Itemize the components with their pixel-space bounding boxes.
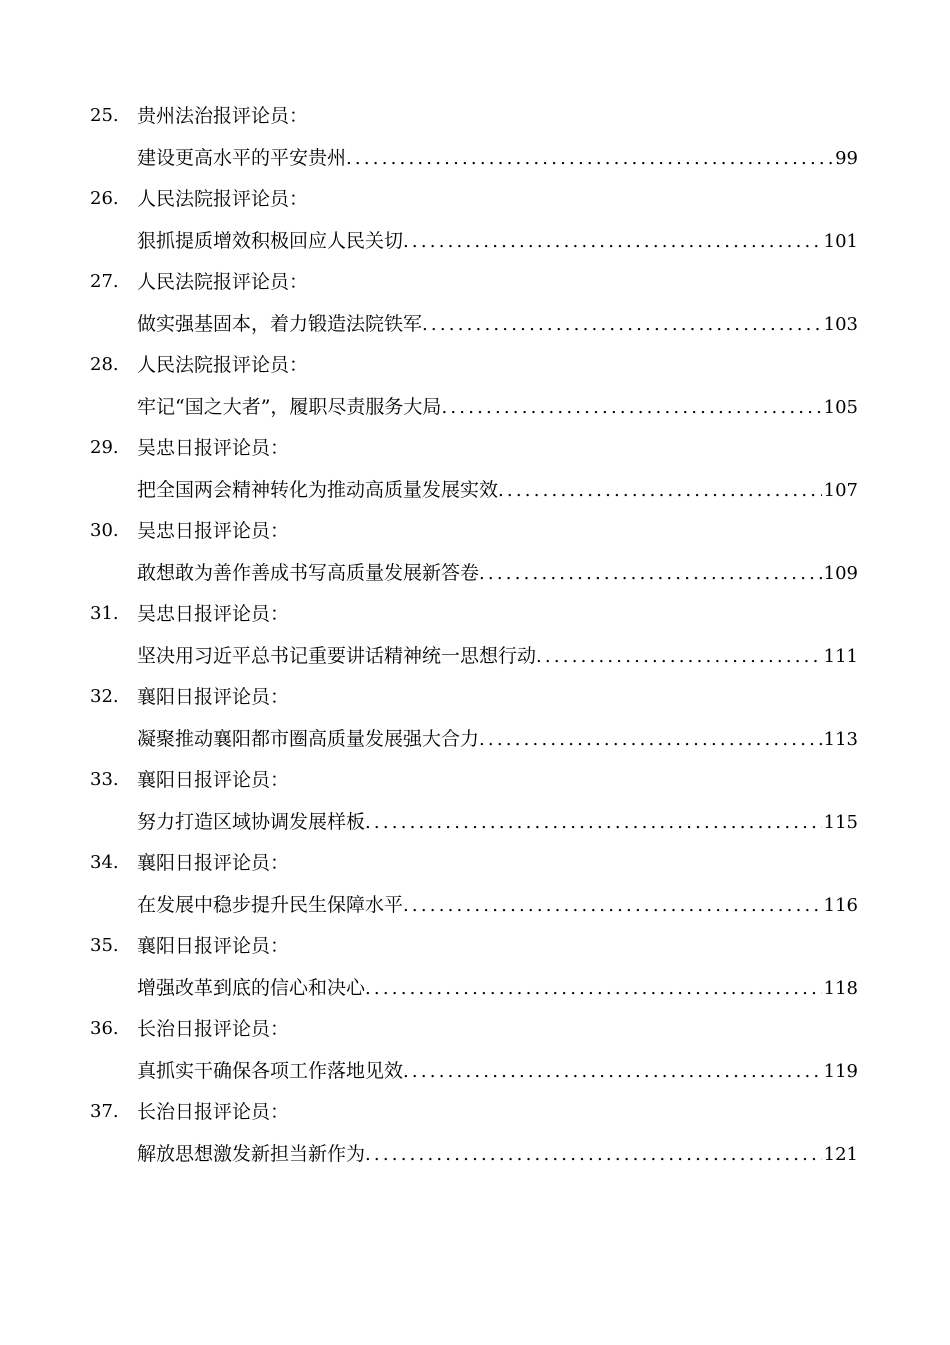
entry-source: 贵州法治报评论员： xyxy=(137,105,309,127)
entry-title: 狠抓提质增效积极回应人民关切 xyxy=(137,230,404,252)
toc-entry xyxy=(0,345,950,428)
entry-page-number: 113 xyxy=(823,729,858,750)
toc-entry xyxy=(0,262,950,345)
toc-entry xyxy=(0,926,950,1009)
entry-title: 增强改革到底的信心和决心 xyxy=(137,977,366,999)
dot-leader xyxy=(365,809,822,837)
entry-source: 襄阳日报评论员： xyxy=(137,769,290,791)
toc-line[interactable] xyxy=(137,144,858,173)
dot-leader xyxy=(365,1141,822,1169)
toc-entry xyxy=(0,511,950,594)
entry-page-number: 103 xyxy=(823,314,858,335)
entry-number: 36. xyxy=(90,1018,119,1039)
toc-entry xyxy=(0,179,950,262)
entry-page-number: 99 xyxy=(835,148,858,169)
entry-page-number: 115 xyxy=(823,812,858,833)
entry-source: 襄阳日报评论员： xyxy=(137,852,290,874)
dot-leader xyxy=(422,311,822,339)
entry-title: 敢想敢为善作善成书写高质量发展新答卷 xyxy=(137,562,480,584)
toc-entry xyxy=(0,1009,950,1092)
entry-source: 襄阳日报评论员： xyxy=(137,686,290,708)
toc-entry xyxy=(0,96,950,179)
entry-number: 31. xyxy=(90,603,119,624)
toc-entry xyxy=(0,594,950,677)
entry-number: 33. xyxy=(90,769,119,790)
entry-number: 29. xyxy=(90,437,119,458)
entry-title: 努力打造区域协调发展样板 xyxy=(137,811,366,833)
toc-line[interactable] xyxy=(137,974,858,1003)
toc-line[interactable] xyxy=(137,1057,858,1086)
dot-leader xyxy=(403,892,822,920)
toc-entry xyxy=(0,843,950,926)
entry-source: 长治日报评论员： xyxy=(137,1101,290,1123)
entry-page-number: 107 xyxy=(823,480,858,501)
toc-line[interactable] xyxy=(137,808,858,837)
entry-number: 25. xyxy=(90,105,119,126)
entry-source: 吴忠日报评论员： xyxy=(137,520,290,542)
entry-title: 解放思想激发新担当新作为 xyxy=(137,1143,366,1165)
entry-title: 建设更高水平的平安贵州 xyxy=(137,147,347,169)
entry-number: 30. xyxy=(90,520,119,541)
entry-title: 凝聚推动襄阳都市圈高质量发展强大合力 xyxy=(137,728,480,750)
dot-leader xyxy=(403,1058,822,1086)
entry-page-number: 105 xyxy=(823,397,858,418)
entry-page-number: 111 xyxy=(823,646,858,667)
toc-entry xyxy=(0,1092,950,1175)
toc-line[interactable] xyxy=(137,1140,858,1169)
entry-source: 襄阳日报评论员： xyxy=(137,935,290,957)
dot-leader xyxy=(479,560,822,588)
entry-title: 把全国两会精神转化为推动高质量发展实效 xyxy=(137,479,499,501)
table-of-contents xyxy=(0,96,950,1175)
toc-line[interactable] xyxy=(137,725,858,754)
entry-page-number: 109 xyxy=(823,563,858,584)
entry-page-number: 116 xyxy=(823,895,858,916)
toc-line[interactable] xyxy=(137,393,858,422)
entry-number: 26. xyxy=(90,188,119,209)
toc-entry xyxy=(0,760,950,843)
entry-title: 牢记“国之大者”，履职尽责服务大局 xyxy=(137,396,442,418)
entry-source: 人民法院报评论员： xyxy=(137,188,309,210)
dot-leader xyxy=(479,726,822,754)
toc-entry xyxy=(0,428,950,511)
entry-source: 吴忠日报评论员： xyxy=(137,437,290,459)
entry-source: 长治日报评论员： xyxy=(137,1018,290,1040)
entry-number: 35. xyxy=(90,935,119,956)
entry-source: 吴忠日报评论员： xyxy=(137,603,290,625)
dot-leader xyxy=(403,228,822,256)
dot-leader xyxy=(536,643,822,671)
toc-line[interactable] xyxy=(137,310,858,339)
toc-entry xyxy=(0,677,950,760)
entry-source: 人民法院报评论员： xyxy=(137,271,309,293)
entry-page-number: 121 xyxy=(823,1144,858,1165)
toc-line[interactable] xyxy=(137,891,858,920)
entry-title: 坚决用习近平总书记重要讲话精神统一思想行动 xyxy=(137,645,537,667)
entry-title: 真抓实干确保各项工作落地见效 xyxy=(137,1060,404,1082)
entry-number: 34. xyxy=(90,852,119,873)
dot-leader xyxy=(498,477,822,505)
entry-number: 27. xyxy=(90,271,119,292)
toc-line[interactable] xyxy=(137,227,858,256)
entry-source: 人民法院报评论员： xyxy=(137,354,309,376)
dot-leader xyxy=(346,145,833,173)
toc-line[interactable] xyxy=(137,476,858,505)
entry-number: 28. xyxy=(90,354,119,375)
entry-title: 在发展中稳步提升民生保障水平 xyxy=(137,894,404,916)
entry-title: 做实强基固本，着力锻造法院铁军 xyxy=(137,313,423,335)
dot-leader xyxy=(441,394,821,422)
entry-number: 32. xyxy=(90,686,119,707)
toc-line[interactable] xyxy=(137,642,858,671)
dot-leader xyxy=(365,975,822,1003)
entry-page-number: 118 xyxy=(823,978,858,999)
entry-page-number: 101 xyxy=(823,231,858,252)
toc-line[interactable] xyxy=(137,559,858,588)
entry-number: 37. xyxy=(90,1101,119,1122)
entry-page-number: 119 xyxy=(823,1061,858,1082)
